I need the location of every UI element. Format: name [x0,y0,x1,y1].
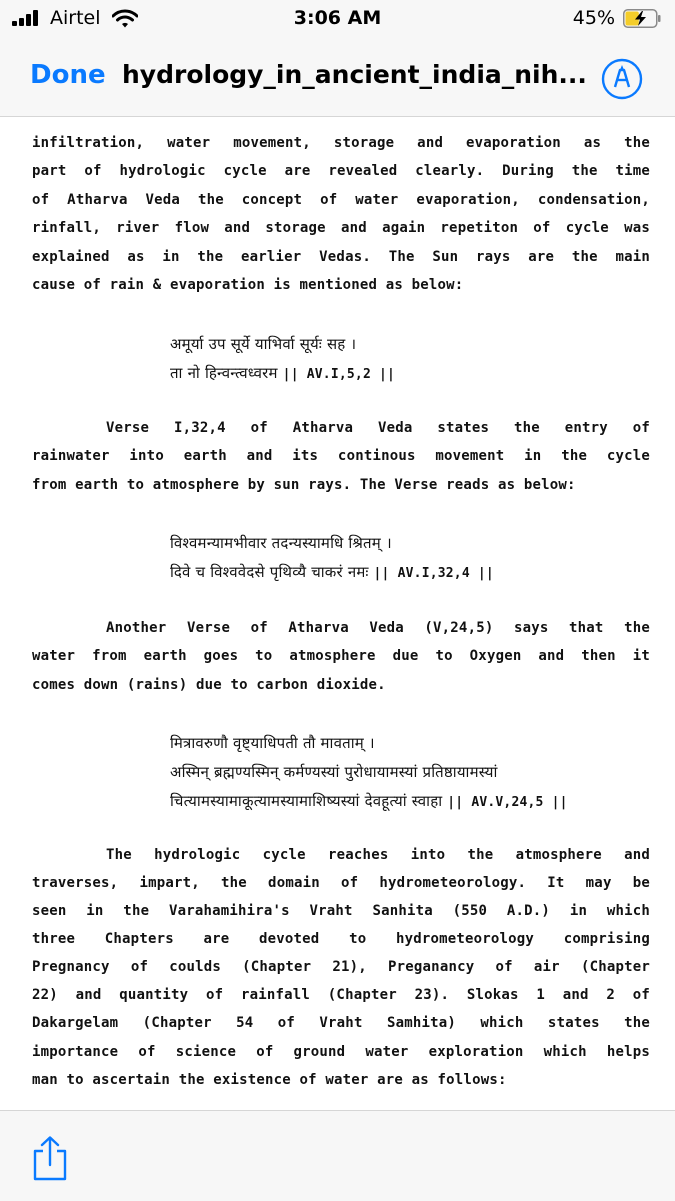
verse-text: मित्रावरुणौ वृष्ट्याधिपती तौ मावताम् । [170,734,375,752]
text-line: rinfall, river flow and storage and again repetiton of cycle was [32,220,650,236]
battery-charging-icon [623,9,661,28]
text-line: Pregnancy of coulds (Chapter 21), Preganancy of air (Chapter [32,959,650,975]
sanskrit-verse-line [170,791,568,811]
sanskrit-verse-line [170,334,356,354]
document-title: hydrology_in_ancient_india_nih... [122,60,587,89]
text-line: three Chapters are devoted to hydrometeorology comprising [32,931,650,947]
sanskrit-verse-line [170,363,395,383]
text-line: traverses, impart, the domain of hydrometeorology. It may be [32,875,650,891]
text-line: infiltration, water movement, storage and evaporation as the [32,135,650,151]
text-line: Verse I,32,4 of Atharva Veda states the entry of [106,420,650,436]
verse-text: विश्वमन्यामभीवार तदन्यस्यामधि श्रितम् । [170,534,392,552]
verse-reference: || AV.I,5,2 || [282,367,396,382]
carrier-name: Airtel [50,7,101,29]
done-button[interactable]: Done [30,60,106,90]
bottom-toolbar [0,1110,675,1201]
navigation-bar [0,40,675,117]
sanskrit-verse-line [170,533,392,553]
text-line: seen in the Varahamihira's Vraht Sanhita (550 A.D.) in which [32,903,650,919]
verse-text: चित्यामस्यामाकूत्यामस्यामाशिष्यस्यां देवहूत्यां स्वाहा [170,792,443,810]
verse-text: ता नो हिन्वन्त्वध्वरम [170,364,278,382]
verse-reference: || AV.I,32,4 || [373,566,494,581]
verse-text: अमूर्या उप सूर्ये याभिर्वा सूर्यः सह । [170,335,357,353]
share-icon[interactable] [30,1135,70,1181]
verse-text: अस्मिन् ब्रह्मण्यस्मिन् कर्मण्यस्यां पुरोधायामस्यां प्रतिष्ठायामस्यां [170,763,498,781]
battery-percent: 45% [572,7,615,29]
text-line: water from earth goes to atmosphere due to Oxygen and then it [32,648,650,664]
text-line: cause of rain & evaporation is mentioned as below: [32,277,464,293]
status-bar [0,0,675,40]
text-line: importance of science of ground water exploration which helps [32,1044,650,1060]
sanskrit-verse-line [170,762,498,782]
markup-pen-icon[interactable] [601,58,643,100]
verse-text: दिवे च विश्ववेदसे पृथिव्यै चाकरं नमः [170,563,369,581]
clock-time: 3:06 AM [293,7,382,29]
text-line: part of hydrologic cycle are revealed clearly. During the time [32,163,650,179]
text-line: explained as in the earlier Vedas. The Sun rays are the main [32,249,650,265]
sanskrit-verse-line [170,733,375,753]
text-line: Another Verse of Atharva Veda (V,24,5) says that the [106,620,650,636]
sanskrit-verse-line [170,562,494,582]
pdf-page-view[interactable] [0,117,675,1110]
text-line: from earth to atmosphere by sun rays. The Verse reads as below: [32,477,576,493]
text-line: comes down (rains) due to carbon dioxide. [32,677,386,693]
verse-reference: || AV.V,24,5 || [447,795,568,810]
text-line: The hydrologic cycle reaches into the atmosphere and [106,847,650,863]
text-line: of Atharva Veda the concept of water evaporation, condensation, [32,192,650,208]
text-line: man to ascertain the existence of water are as follows: [32,1072,507,1088]
text-line: rainwater into earth and its continous movement in the cycle [32,448,650,464]
text-line: Dakargelam (Chapter 54 of Vraht Samhita) which states the [32,1015,650,1031]
text-line: 22) and quantity of rainfall (Chapter 23). Slokas 1 and 2 of [32,987,650,1003]
